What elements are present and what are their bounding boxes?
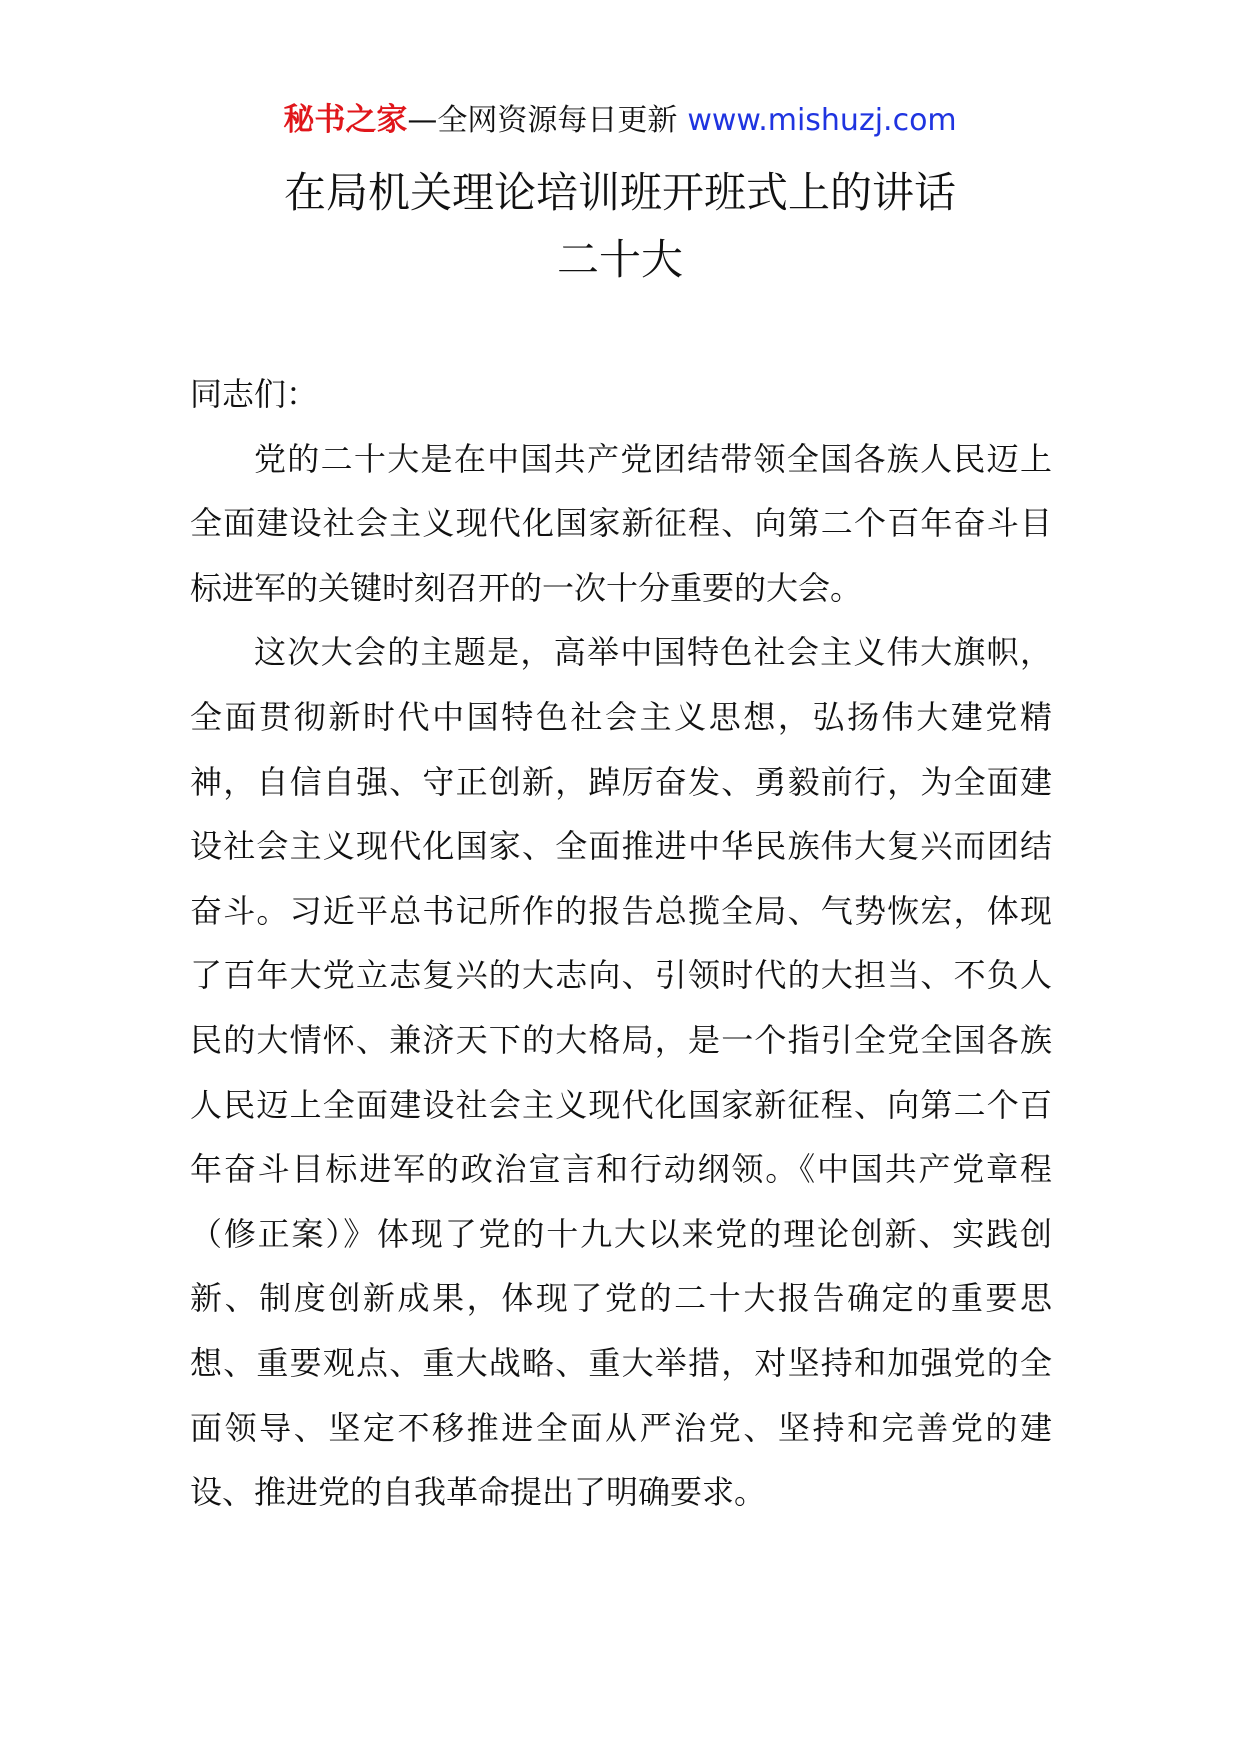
document-body xyxy=(190,362,1052,1525)
paragraph: 党的二十大是在中国共产党团结带领全国各族人民迈上全面建设社会主义现代化国家新征程、向第二个百年奋斗目标进军的关键时刻召开的一次十分重要的大会。 xyxy=(190,439,1052,607)
paragraph: 这次大会的主题是，高举中国特色社会主义伟大旗帜，全面贯彻新时代中国特色社会主义思想，弘扬伟大建党精神，自信自强、守正创新，踔厉奋发、勇毅前行，为全面建设社会主义现代化国家、全面推进中华民族伟大复兴而团结奋斗。习近平总书记所作的报告总揽全局、气势恢宏，体现了百年大党立志复兴的大志向、引领时代的大担当、不负人民的大情怀、兼济天下的大格局，是一个指引全党全国各族人民迈上全面建设社会主义现代化国家新征程、向第二个百年奋斗目标进军的政治宣言和行动纲领。《中国共产党章程（修正案）》体现了党的十九大以来党的理论创新、实践创新、制度创新成果，体现了党的二十大报告确定的重要思想、重要观点、重大战略、重大举措，对坚持和加强党的全面领导、坚定不移推进全面从严治党、坚持和完善党的建设、推进党的自我革命提出了明确要求。 xyxy=(190,633,1052,1512)
brand-name: 秘书之家 xyxy=(283,102,408,138)
site-header xyxy=(0,100,1240,141)
site-url-link[interactable]: www.mishuzj.com xyxy=(687,103,957,138)
header-tagline: —全网资源每日更新 xyxy=(407,103,678,138)
salutation: 同志们： xyxy=(190,375,319,413)
document-title: 在局机关理论培训班开班式上的讲话 xyxy=(283,168,956,217)
document-subtitle: 二十大 xyxy=(556,235,683,284)
